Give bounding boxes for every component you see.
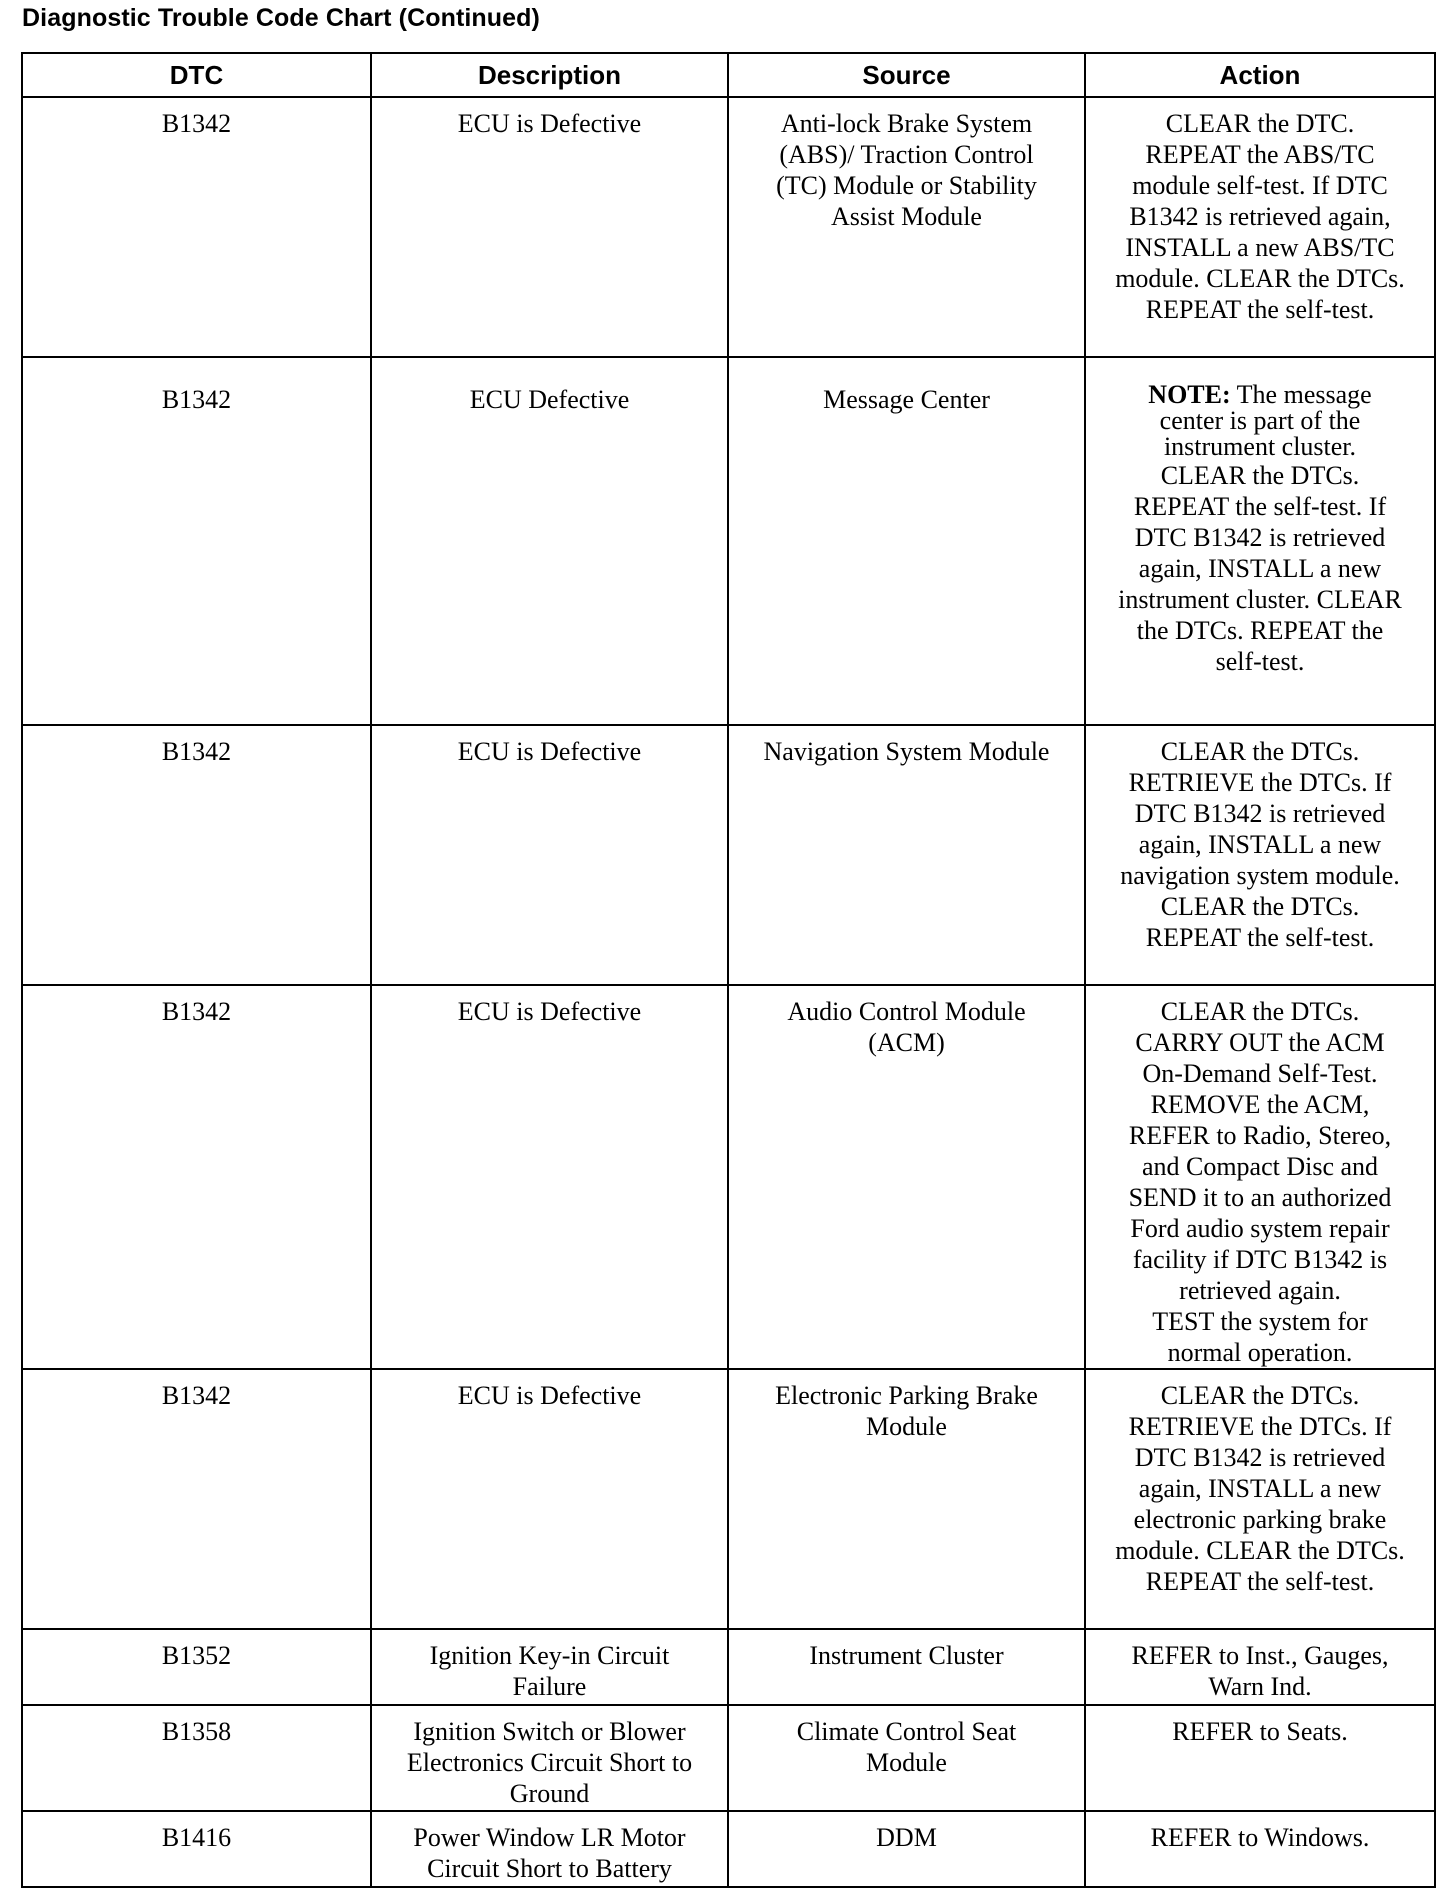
cell-description: ECU Defective xyxy=(371,357,728,725)
cell-dtc: B1352 xyxy=(22,1629,371,1705)
cell-dtc: B1342 xyxy=(22,1369,371,1629)
cell-dtc: B1342 xyxy=(22,725,371,985)
table-row xyxy=(22,725,1435,985)
cell-action: REFER to Seats. xyxy=(1085,1705,1435,1811)
action-text: CLEAR the DTCs. REPEAT the self-test. If DTC B1342 is retrieved again, INSTALL a new instrument cluster. CLEAR the DTCs. REPEAT the self-test. xyxy=(1118,461,1402,676)
cell-action: CLEAR the DTCs. CARRY OUT the ACM On-Demand Self-Test. REMOVE the ACM, REFER to Radio, Stereo, and Compact Disc and SEND it to an authorized Ford audio system repair facility if DTC B1342 is retrieved again. TEST the system for normal operation. xyxy=(1085,985,1435,1369)
cell-source: Message Center xyxy=(728,357,1085,725)
page-title: Diagnostic Trouble Code Chart (Continued) xyxy=(22,4,540,32)
cell-description: Ignition Key-in Circuit Failure xyxy=(371,1629,728,1705)
cell-dtc: B1342 xyxy=(22,97,371,357)
cell-action: CLEAR the DTCs. RETRIEVE the DTCs. If DTC B1342 is retrieved again, INSTALL a new electronic parking brake module. CLEAR the DTCs. REPEAT the self-test. xyxy=(1085,1369,1435,1629)
cell-action: CLEAR the DTC. REPEAT the ABS/TC module self-test. If DTC B1342 is retrieved again, INSTALL a new ABS/TC module. CLEAR the DTCs. REPEAT the self-test. xyxy=(1085,97,1435,357)
table-row xyxy=(22,1705,1435,1811)
cell-description: Power Window LR Motor Circuit Short to Battery xyxy=(371,1811,728,1887)
table-row xyxy=(22,1811,1435,1887)
cell-source: Instrument Cluster xyxy=(728,1629,1085,1705)
table-header-row xyxy=(22,53,1435,97)
cell-dtc: B1342 xyxy=(22,985,371,1369)
cell-action: CLEAR the DTCs. RETRIEVE the DTCs. If DTC B1342 is retrieved again, INSTALL a new navigation system module. CLEAR the DTCs. REPEAT the self-test. xyxy=(1085,725,1435,985)
table-row xyxy=(22,1629,1435,1705)
table-row xyxy=(22,97,1435,357)
cell-description: ECU is Defective xyxy=(371,1369,728,1629)
table-row xyxy=(22,1369,1435,1629)
cell-dtc: B1416 xyxy=(22,1811,371,1887)
cell-source: Climate Control Seat Module xyxy=(728,1705,1085,1811)
cell-action xyxy=(1085,357,1435,725)
header-description: Description xyxy=(371,53,728,97)
cell-description: Ignition Switch or Blower Electronics Circuit Short to Ground xyxy=(371,1705,728,1811)
cell-description: ECU is Defective xyxy=(371,725,728,985)
note-text: The message center is part of the instrument cluster. xyxy=(1159,380,1372,461)
cell-source: Electronic Parking Brake Module xyxy=(728,1369,1085,1629)
cell-dtc: B1358 xyxy=(22,1705,371,1811)
dtc-chart-table xyxy=(21,52,1436,1888)
cell-action: REFER to Inst., Gauges, Warn Ind. xyxy=(1085,1629,1435,1705)
cell-source: DDM xyxy=(728,1811,1085,1887)
cell-description: ECU is Defective xyxy=(371,985,728,1369)
cell-description: ECU is Defective xyxy=(371,97,728,357)
header-action: Action xyxy=(1085,53,1435,97)
cell-dtc: B1342 xyxy=(22,357,371,725)
table-row xyxy=(22,985,1435,1369)
cell-source: Navigation System Module xyxy=(728,725,1085,985)
note-block xyxy=(1094,382,1426,460)
cell-action: REFER to Windows. xyxy=(1085,1811,1435,1887)
table-row xyxy=(22,357,1435,725)
note-label: NOTE: xyxy=(1148,380,1231,409)
header-source: Source xyxy=(728,53,1085,97)
cell-source: Anti-lock Brake System (ABS)/ Traction Control (TC) Module or Stability Assist Module xyxy=(728,97,1085,357)
header-dtc: DTC xyxy=(22,53,371,97)
cell-source: Audio Control Module (ACM) xyxy=(728,985,1085,1369)
